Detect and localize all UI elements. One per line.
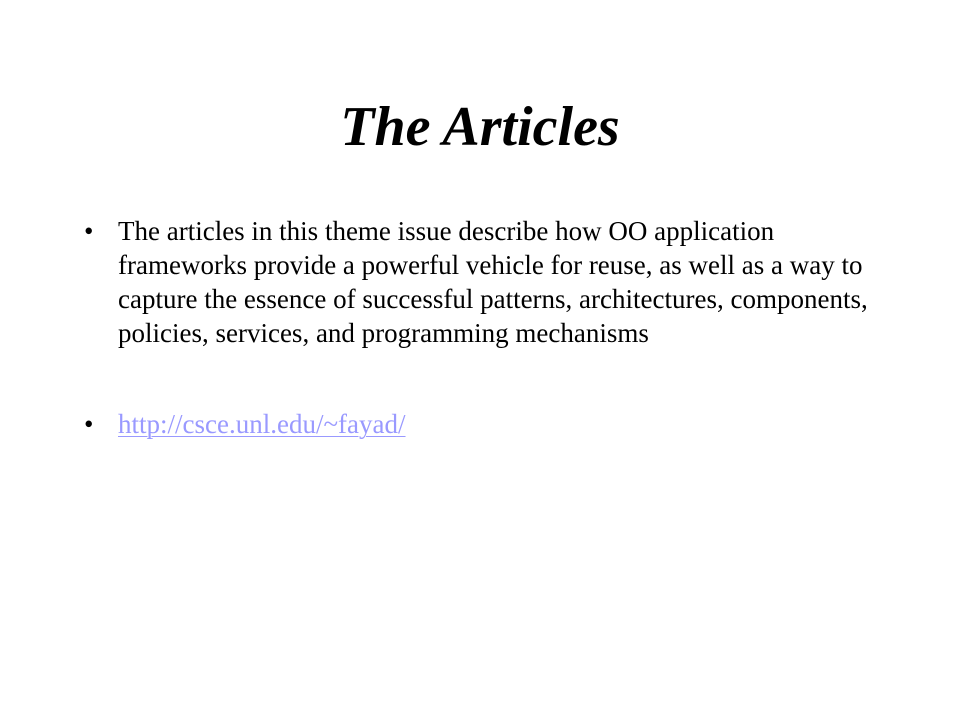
- bullet-text: The articles in this theme issue describe how OO application frameworks provide a powerful vehicle for reuse, as well as a way to capture the essence of successful patterns, architectures, components, policies, services, and programming mechanisms: [118, 216, 868, 348]
- bullet-item-description: [0, 214, 960, 350]
- slide-title: The Articles: [340, 96, 620, 158]
- bullet-list: [0, 214, 960, 441]
- author-homepage-link[interactable]: http://csce.unl.edu/~fayad/: [118, 409, 406, 439]
- bullet-marker: •: [84, 216, 94, 246]
- bullet-item-link: [0, 407, 960, 441]
- bullet-marker: •: [84, 409, 94, 439]
